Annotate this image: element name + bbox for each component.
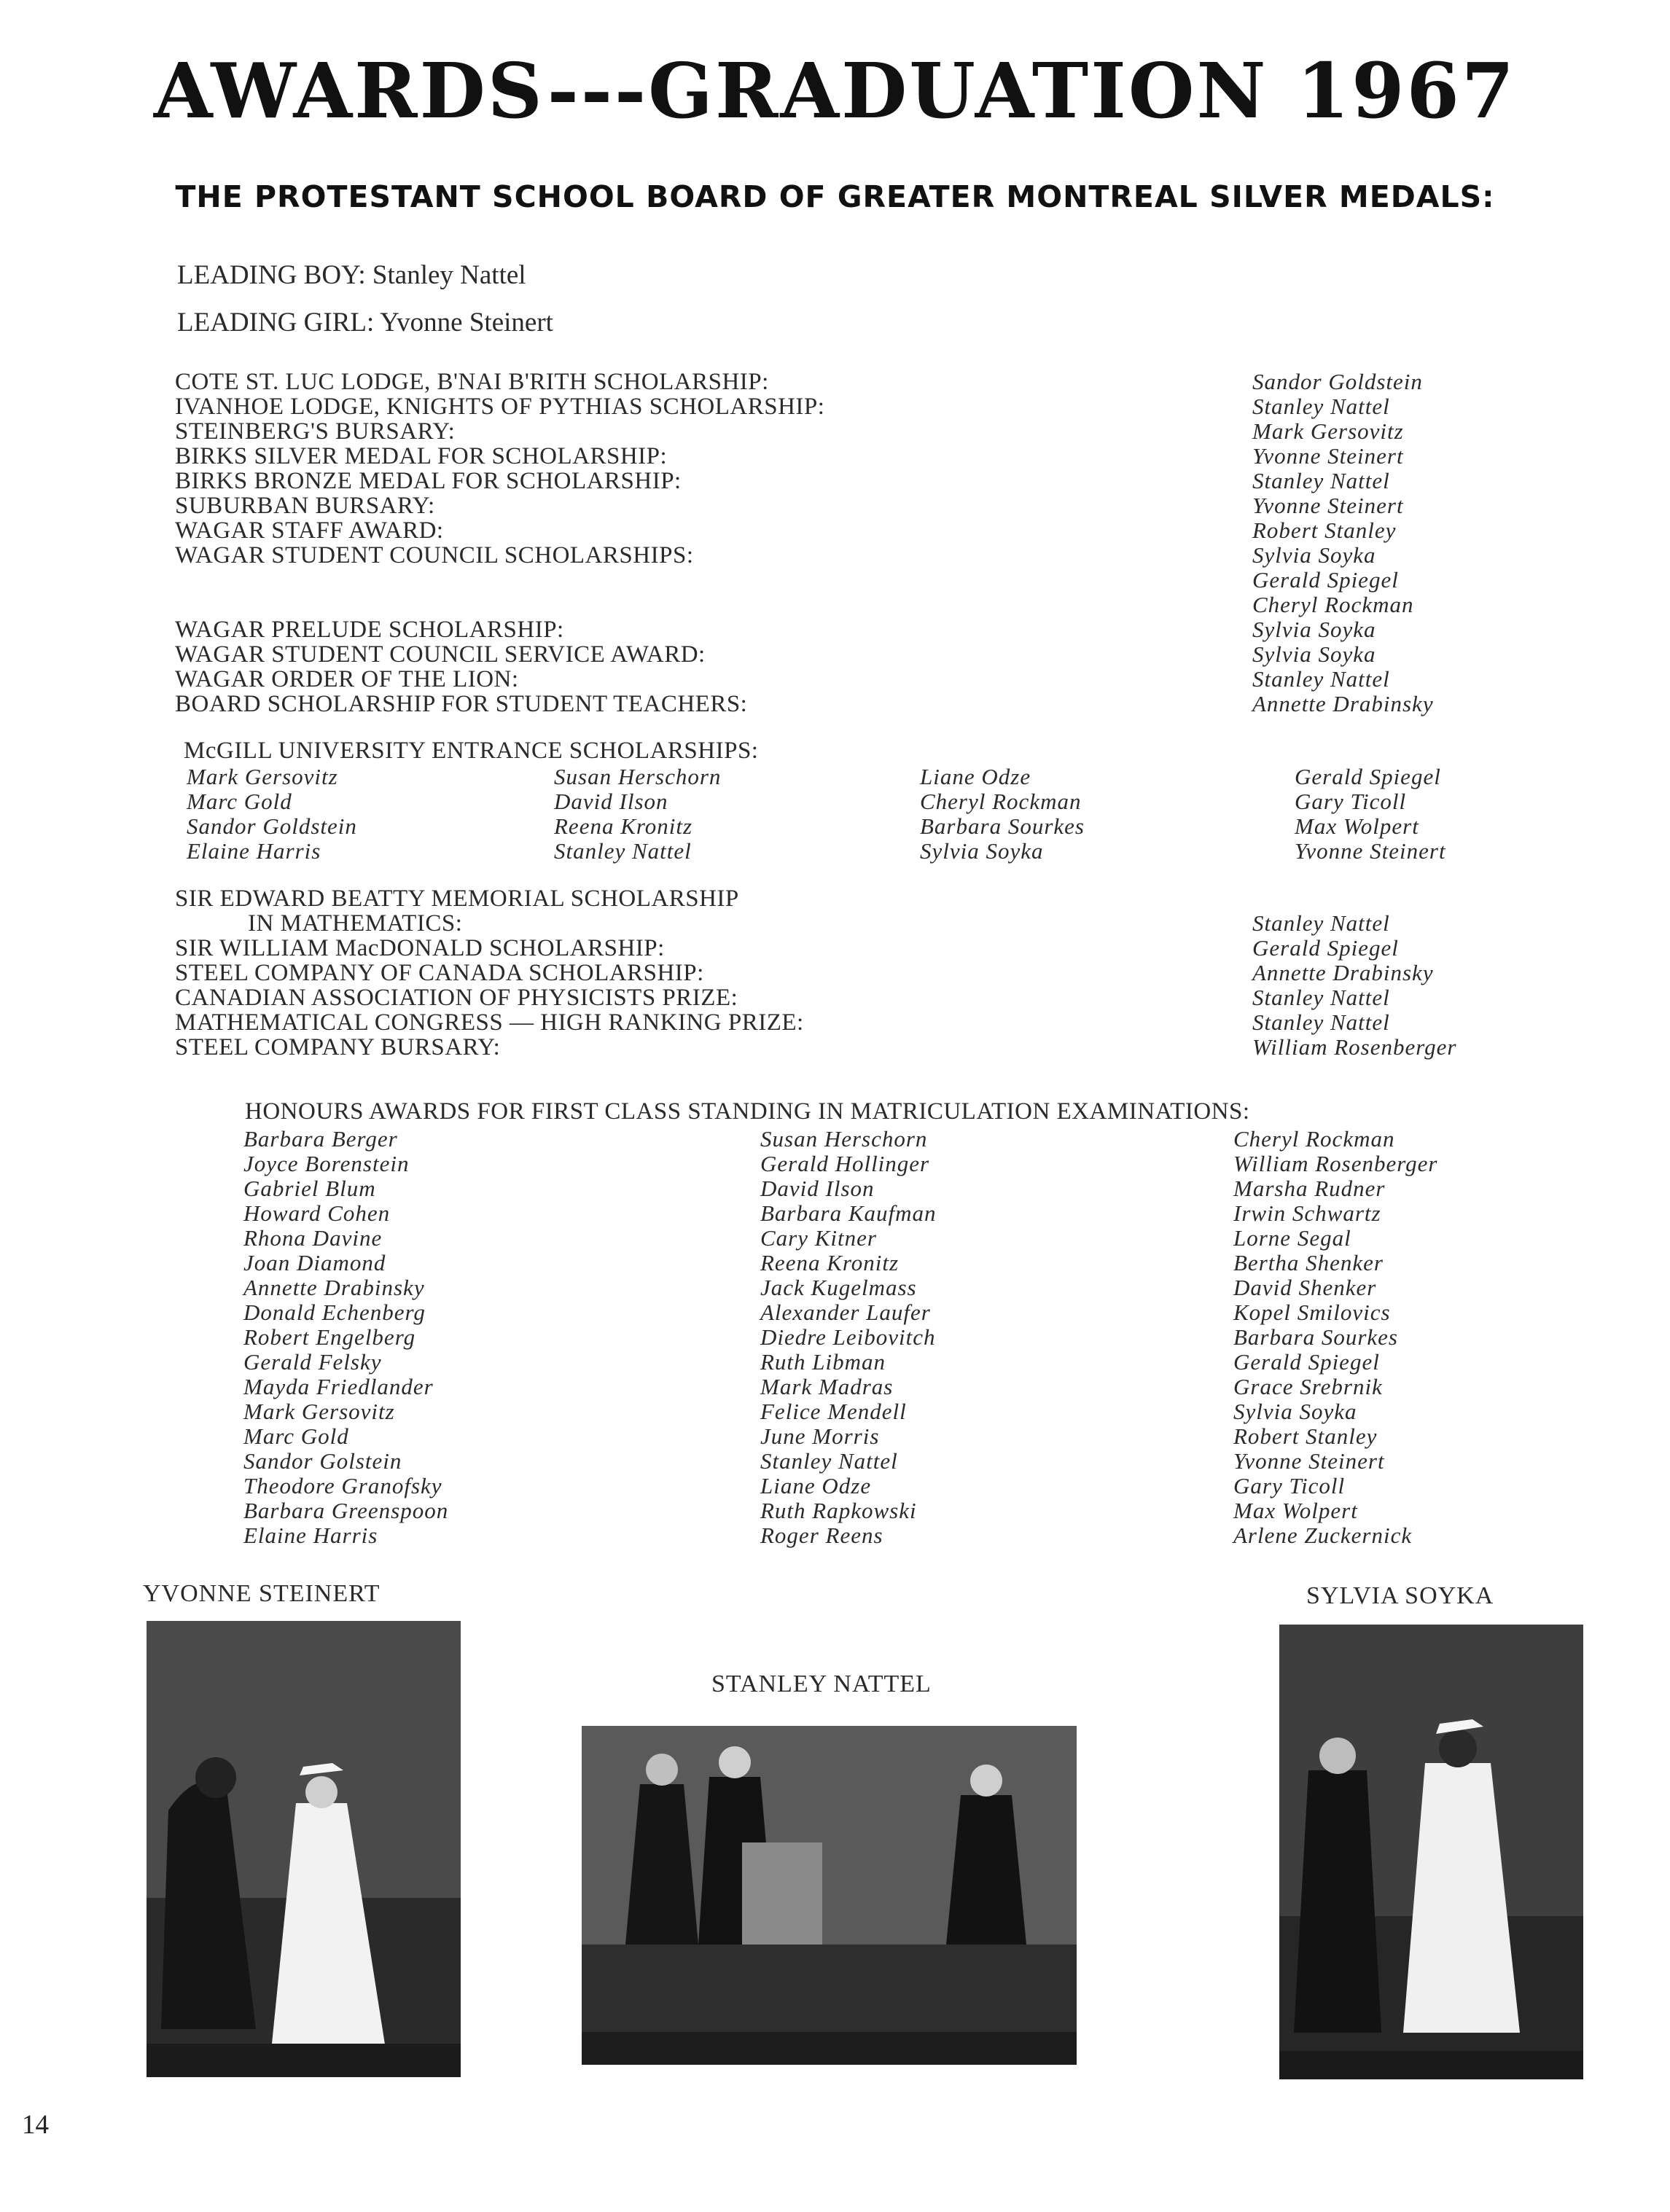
award-recipient: Stanley Nattel: [1252, 666, 1390, 692]
honours-name: June Morris: [760, 1423, 880, 1449]
honours-name: Gary Ticoll: [1233, 1473, 1346, 1498]
award-title: WAGAR STUDENT COUNCIL SCHOLARSHIPS:: [175, 542, 694, 568]
award-recipient: Gerald Spiegel: [1252, 567, 1399, 593]
honours-name: Marsha Rudner: [1233, 1176, 1386, 1201]
honours-name: Sandor Golstein: [243, 1448, 402, 1474]
award-title: WAGAR STAFF AWARD:: [175, 517, 444, 544]
mcgill-name: Sylvia Soyka: [920, 838, 1044, 864]
award-recipient: Stanley Nattel: [1252, 394, 1390, 419]
honours-name: Arlene Zuckernick: [1233, 1523, 1413, 1548]
award-title: CANADIAN ASSOCIATION OF PHYSICISTS PRIZE:: [175, 985, 738, 1011]
mcgill-heading: McGILL UNIVERSITY ENTRANCE SCHOLARSHIPS:: [184, 738, 759, 764]
award-spacer: [175, 593, 824, 617]
award-recipient: Gerald Spiegel: [1252, 935, 1399, 961]
leading-girl-line: [177, 307, 553, 338]
honours-name: Ruth Libman: [760, 1349, 886, 1375]
award-recipient: Mark Gersovitz: [1252, 418, 1404, 444]
honours-name: Robert Engelberg: [243, 1324, 416, 1350]
honours-name: Barbara Berger: [243, 1126, 398, 1152]
leading-boy-label: LEADING BOY:: [177, 260, 366, 290]
honours-name: Stanley Nattel: [760, 1448, 898, 1474]
honours-name: Lorne Segal: [1233, 1225, 1351, 1251]
photo-graphic: [582, 1726, 1077, 2065]
mcgill-name: Cheryl Rockman: [920, 789, 1082, 814]
honours-name: Roger Reens: [760, 1523, 883, 1548]
page-number: 14: [22, 2110, 49, 2140]
honours-name: Gerald Spiegel: [1233, 1349, 1380, 1375]
award-spacer: [175, 568, 824, 593]
honours-name: Mark Madras: [760, 1374, 894, 1399]
honours-name: Irwin Schwartz: [1233, 1200, 1381, 1226]
award-recipient: Annette Drabinsky: [1252, 960, 1434, 985]
honours-name: David Shenker: [1233, 1275, 1377, 1300]
mcgill-name: Susan Herschorn: [554, 764, 722, 789]
photo-stanley-nattel: [582, 1726, 1077, 2065]
award-recipient: Stanley Nattel: [1252, 1009, 1390, 1035]
mcgill-name: Reena Kronitz: [554, 813, 693, 839]
award-title: SIR WILLIAM MacDONALD SCHOLARSHIP:: [175, 935, 665, 961]
mcgill-name: Gary Ticoll: [1295, 789, 1407, 814]
honours-name: Felice Mendell: [760, 1399, 907, 1424]
honours-name: David Ilson: [760, 1176, 875, 1201]
honours-name: Sylvia Soyka: [1233, 1399, 1357, 1424]
mcgill-column-2: [554, 765, 721, 864]
honours-name: Joyce Borenstein: [243, 1151, 410, 1176]
award-title: STEEL COMPANY BURSARY:: [175, 1034, 501, 1060]
page-title: AWARDS---GRADUATION 1967: [153, 46, 1517, 136]
award-title: STEEL COMPANY OF CANADA SCHOLARSHIP:: [175, 960, 704, 986]
mcgill-name: Sandor Goldstein: [187, 813, 357, 839]
awards-list-2: [175, 886, 804, 1060]
award-recipient: Stanley Nattel: [1252, 985, 1390, 1010]
honours-name: Cheryl Rockman: [1233, 1126, 1395, 1152]
honours-name: Elaine Harris: [243, 1523, 378, 1548]
honours-name: Mark Gersovitz: [243, 1399, 395, 1424]
award-recipient: Stanley Nattel: [1252, 910, 1390, 936]
mcgill-name: Stanley Nattel: [554, 838, 692, 864]
honours-column-2: [760, 1127, 937, 1548]
award-recipient: Cheryl Rockman: [1252, 592, 1414, 617]
honours-name: Theodore Granofsky: [243, 1473, 442, 1498]
mcgill-name: Yvonne Steinert: [1295, 838, 1446, 864]
honours-name: Ruth Rapkowski: [760, 1498, 917, 1523]
mcgill-name: Elaine Harris: [187, 838, 321, 864]
mcgill-name: David Ilson: [554, 789, 668, 814]
award-title: WAGAR STUDENT COUNCIL SERVICE AWARD:: [175, 641, 706, 668]
mcgill-name: Liane Odze: [920, 764, 1031, 789]
mcgill-name: Max Wolpert: [1295, 813, 1419, 839]
mcgill-column-1: [187, 765, 357, 864]
photo-yvonne-steinert: [147, 1621, 461, 2077]
leading-girl-name: Yvonne Steinert: [380, 308, 553, 337]
leading-boy-line: [177, 259, 526, 291]
honours-name: Rhona Davine: [243, 1225, 383, 1251]
award-title: STEINBERG'S BURSARY:: [175, 418, 456, 445]
honours-name: Barbara Sourkes: [1233, 1324, 1398, 1350]
award-title: SUBURBAN BURSARY:: [175, 493, 435, 519]
honours-name: Jack Kugelmass: [760, 1275, 917, 1300]
photo-graphic: [1279, 1625, 1583, 2079]
award-title: WAGAR ORDER OF THE LION:: [175, 666, 519, 692]
award-title: BIRKS BRONZE MEDAL FOR SCHOLARSHIP:: [175, 468, 682, 494]
page-subtitle: THE PROTESTANT SCHOOL BOARD OF GREATER MONTREAL SILVER MEDALS:: [175, 179, 1495, 214]
award-recipient: Robert Stanley: [1252, 517, 1397, 543]
honours-name: Reena Kronitz: [760, 1250, 900, 1275]
award-title: IVANHOE LODGE, KNIGHTS OF PYTHIAS SCHOLARSHIP:: [175, 394, 825, 420]
award-title: BIRKS SILVER MEDAL FOR SCHOLARSHIP:: [175, 443, 668, 469]
mcgill-column-3: [920, 765, 1085, 864]
award-recipient: Sylvia Soyka: [1252, 617, 1376, 642]
honours-name: Gerald Felsky: [243, 1349, 382, 1375]
honours-name: Barbara Greenspoon: [243, 1498, 449, 1523]
honours-name: Howard Cohen: [243, 1200, 391, 1226]
honours-name: Barbara Kaufman: [760, 1200, 937, 1226]
award-recipient: Stanley Nattel: [1252, 468, 1390, 493]
honours-heading: HONOURS AWARDS FOR FIRST CLASS STANDING IN MATRICULATION EXAMINATIONS:: [245, 1098, 1250, 1125]
leading-girl-label: LEADING GIRL:: [177, 308, 375, 337]
award-recipient: William Rosenberger: [1252, 1034, 1457, 1060]
mcgill-name: Mark Gersovitz: [187, 764, 338, 789]
recipients-list-1: [1252, 370, 1434, 716]
awards-list-1: [175, 370, 824, 716]
honours-name: Annette Drabinsky: [243, 1275, 425, 1300]
honours-name: Joan Diamond: [243, 1250, 386, 1275]
award-title: COTE ST. LUC LODGE, B'NAI B'RITH SCHOLARSHIP:: [175, 369, 769, 395]
award-recipient: Sandor Goldstein: [1252, 369, 1423, 394]
honours-name: Gabriel Blum: [243, 1176, 376, 1201]
honours-name: Mayda Friedlander: [243, 1374, 434, 1399]
award-recipient: Sylvia Soyka: [1252, 542, 1376, 568]
honours-name: Grace Srebrnik: [1233, 1374, 1383, 1399]
award-recipient: Annette Drabinsky: [1252, 691, 1434, 716]
photo-graphic: [147, 1621, 461, 2077]
honours-column-3: [1233, 1127, 1437, 1548]
mcgill-column-4: [1295, 765, 1446, 864]
mcgill-name: Gerald Spiegel: [1295, 764, 1441, 789]
honours-name: Gerald Hollinger: [760, 1151, 930, 1176]
honours-name: Bertha Shenker: [1233, 1250, 1384, 1275]
photo-caption-right: SYLVIA SOYKA: [1306, 1582, 1494, 1609]
award-recipient: Yvonne Steinert: [1252, 493, 1404, 518]
honours-name: Diedre Leibovitch: [760, 1324, 936, 1350]
mcgill-name: Marc Gold: [187, 789, 292, 814]
recipients-list-2: [1252, 911, 1456, 1060]
honours-name: Cary Kitner: [760, 1225, 877, 1251]
photo-sylvia-soyka: [1279, 1625, 1583, 2079]
honours-name: Yvonne Steinert: [1233, 1448, 1385, 1474]
photo-caption-center: STANLEY NATTEL: [711, 1670, 932, 1697]
honours-name: Marc Gold: [243, 1423, 349, 1449]
award-recipient: Sylvia Soyka: [1252, 641, 1376, 667]
award-title: MATHEMATICAL CONGRESS — HIGH RANKING PRIZE:: [175, 1009, 804, 1036]
mcgill-name: Barbara Sourkes: [920, 813, 1085, 839]
honours-name: Alexander Laufer: [760, 1300, 931, 1325]
honours-name: Robert Stanley: [1233, 1423, 1378, 1449]
honours-name: William Rosenberger: [1233, 1151, 1438, 1176]
award-title: SIR EDWARD BEATTY MEMORIAL SCHOLARSHIP: [175, 886, 739, 912]
leading-boy-name: Stanley Nattel: [372, 260, 526, 290]
honours-name: Susan Herschorn: [760, 1126, 928, 1152]
honours-column-1: [243, 1127, 448, 1548]
photo-caption-left: YVONNE STEINERT: [143, 1580, 381, 1607]
award-title: WAGAR PRELUDE SCHOLARSHIP:: [175, 617, 564, 643]
honours-name: Max Wolpert: [1233, 1498, 1358, 1523]
award-title: IN MATHEMATICS:: [248, 910, 463, 937]
honours-name: Kopel Smilovics: [1233, 1300, 1391, 1325]
award-title: BOARD SCHOLARSHIP FOR STUDENT TEACHERS:: [175, 691, 748, 717]
honours-name: Liane Odze: [760, 1473, 872, 1498]
award-recipient: Yvonne Steinert: [1252, 443, 1404, 469]
honours-name: Donald Echenberg: [243, 1300, 426, 1325]
